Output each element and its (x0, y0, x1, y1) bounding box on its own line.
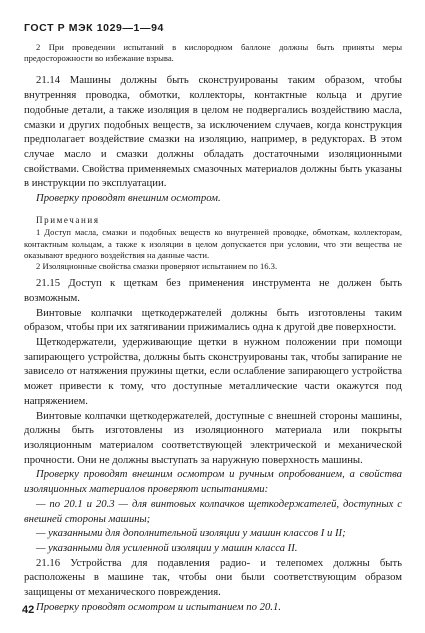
para-brush-holders: Щеткодержатели, удерживающие щетки в нужном положении при помощи запирающего устройства, должны быть сконструированы так, чтобы запирание не зависело от натяжения пружины щетки, если ослабление запирающего устройства может привести к тому, что доступные металлические части окажутся под напряжением. (24, 336, 402, 407)
clause-21-16: 21.16 Устройства для подавления радио- и телепомех должны быть расположены в машине так, чтобы они были соответствующим образом защищены от механического повреждения. (24, 556, 402, 599)
document-body (24, 42, 402, 614)
note-top: 2 При проведении испытаний в кислородном баллоне должны быть приняты меры предосторожности во избежание взрыва. (24, 42, 402, 64)
note-1: 1 Доступ масла, смазки и подобных веществ ко внутренней проводке, обмоткам, коллекторам, контактным кольцам, а также к изоляции в целом допускается при условии, что эти вещества не оказывают вредного воздействия на данные части. (24, 227, 402, 260)
dash-item-1: — по 20.1 и 20.3 — для винтовых колпачков щеткодержателей, доступных с внешней стороны машины; (24, 497, 402, 525)
page-number: 42 (22, 604, 35, 616)
clause-21-15: 21.15 Доступ к щеткам без применения инструмента не должен быть возможным. (24, 277, 402, 304)
para-screw-caps-1: Винтовые колпачки щеткодержателей должны быть изготовлены таким образом, чтобы при их затягивании прижимались одна к другой две поверхности. (24, 306, 402, 334)
clause-21-14: 21.14 Машины должны быть сконструированы таким образом, чтобы внутренняя проводка, обмотки, коллекторы, контактные кольца и другие подобные детали, а также изоляция в целом не подвергались воздействию масла, смазки и других подобных веществ, за исключением случаев, когда конструкция предполагает воздействие смазки на изоляцию, например, в редукторах. В этом случае масло и смазки должны обладать достаточными изоляционными свойствами. Свойства применяемых смазочных материалов должны быть указаны в инструкции по эксплуатации. (24, 74, 402, 190)
para-screw-caps-2: Винтовые колпачки щеткодержателей, доступные с внешней стороны машины, должны быть изготовлены из изоляционного материала или покрыты изоляционным материалом соответствующей электрической и механической прочности. Они не должны выступать за наружную поверхность машины. (24, 409, 402, 466)
dash-item-3: — указанными для усиленной изоляции у машин класса II. (36, 541, 298, 554)
note-2: 2 Изоляционные свойства смазки проверяют испытанием по 16.3. (36, 261, 278, 272)
check-visual-3: Проверку проводят осмотром и испытанием по 20.1. (36, 600, 282, 613)
dash-item-2: — указанными для дополнительной изоляции у машин классов I и II; (36, 527, 346, 540)
check-visual-1: Проверку проводят внешним осмотром. (36, 192, 221, 205)
page-header: ГОСТ Р МЭК 1029—1—94 (24, 22, 164, 34)
check-visual-manual: Проверку проводят внешним осмотром и ручным опробованием, а свойства изоляционных материалов проверяют испытаниями: (24, 468, 402, 496)
notes-title: Примечания (36, 214, 100, 225)
